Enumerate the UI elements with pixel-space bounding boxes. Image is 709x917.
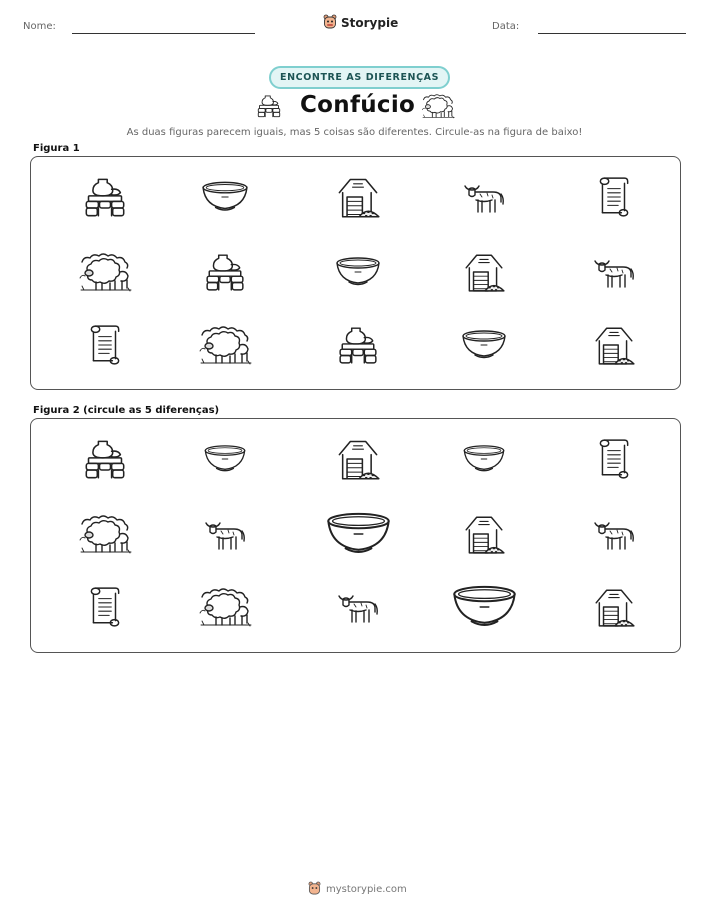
- figure2-cell-r1-c2-bowl-icon[interactable]: [203, 444, 247, 474]
- footer-site-link[interactable]: mystorypie.com: [326, 884, 407, 895]
- figure2-cell-r1-c3-barn-icon[interactable]: [335, 437, 381, 481]
- figure1-cell-r3-c5-barn-icon[interactable]: [592, 324, 636, 366]
- figure2-panel: [30, 418, 681, 653]
- figure2-cell-r1-c5-scroll-icon[interactable]: [597, 438, 631, 480]
- figure1-cell-r2-c5-ox-icon[interactable]: [592, 255, 636, 289]
- figure1-cell-r1-c3-barn-icon[interactable]: [335, 175, 381, 219]
- figure2-label: Figura 2 (circule as 5 diferenças): [33, 405, 220, 416]
- footer: [308, 881, 407, 898]
- figure2-cell-r3-c2-sheep-flock-icon[interactable]: [198, 585, 252, 629]
- figure1-label: Figura 1: [33, 143, 80, 154]
- title-stone-oven-icon: [256, 94, 282, 122]
- brand-logo: [323, 14, 398, 32]
- name-label: Nome:: [23, 21, 56, 32]
- figure1-cell-r2-c1-sheep-flock-icon[interactable]: [78, 250, 132, 294]
- storypie-mascot-icon: [323, 14, 337, 32]
- figure2-cell-r3-c4-bowl-icon[interactable]: [451, 584, 518, 630]
- figure2-cell-r2-c5-ox-icon[interactable]: [592, 517, 636, 551]
- figure2-cell-r3-c5-barn-icon[interactable]: [592, 586, 636, 628]
- figure2-cell-r2-c2-ox-icon[interactable]: [203, 517, 247, 551]
- figure2-cell-r2-c1-sheep-flock-icon[interactable]: [78, 512, 132, 556]
- figure1-cell-r3-c3-stone-oven-icon[interactable]: [337, 325, 379, 365]
- figure1-cell-r2-c2-stone-oven-icon[interactable]: [204, 252, 246, 292]
- figure2-cell-r2-c3-bowl-icon[interactable]: [325, 511, 392, 557]
- figure2-cell-r3-c1-scroll-icon[interactable]: [88, 586, 122, 628]
- date-label: Data:: [492, 21, 520, 32]
- figure1-cell-r1-c1-stone-oven-icon[interactable]: [83, 176, 127, 218]
- figure2-cell-r2-c4-barn-icon[interactable]: [462, 513, 506, 555]
- figure1-cell-r3-c1-scroll-icon[interactable]: [88, 324, 122, 366]
- find-differences-badge: ENCONTRE AS DIFERENÇAS: [269, 66, 450, 89]
- date-line[interactable]: [538, 33, 686, 34]
- title-sheep-flock-icon: [421, 92, 455, 124]
- page-title: Confúcio: [300, 92, 416, 118]
- figure1-cell-r1-c5-scroll-icon[interactable]: [597, 176, 631, 218]
- brand-name: Storypie: [341, 16, 399, 30]
- figure2-cell-r1-c1-stone-oven-icon[interactable]: [83, 438, 127, 480]
- figure1-panel: [30, 156, 681, 390]
- figure1-cell-r1-c2-bowl-icon[interactable]: [201, 180, 249, 214]
- figure2-cell-r1-c4-bowl-icon[interactable]: [462, 444, 506, 474]
- instructions-text: As duas figuras parecem iguais, mas 5 coisas são diferentes. Circule-as na figura de baixo!: [126, 127, 583, 138]
- figure1-cell-r3-c4-bowl-icon[interactable]: [461, 329, 507, 361]
- storypie-mascot-icon: [308, 881, 321, 898]
- figure2-cell-r3-c3-ox-icon[interactable]: [336, 590, 380, 624]
- figure1-cell-r1-c4-ox-icon[interactable]: [462, 180, 506, 214]
- figure1-cell-r3-c2-sheep-flock-icon[interactable]: [198, 323, 252, 367]
- name-line[interactable]: [72, 33, 255, 34]
- figure1-cell-r2-c4-barn-icon[interactable]: [462, 251, 506, 293]
- figure1-cell-r2-c3-bowl-icon[interactable]: [335, 256, 381, 288]
